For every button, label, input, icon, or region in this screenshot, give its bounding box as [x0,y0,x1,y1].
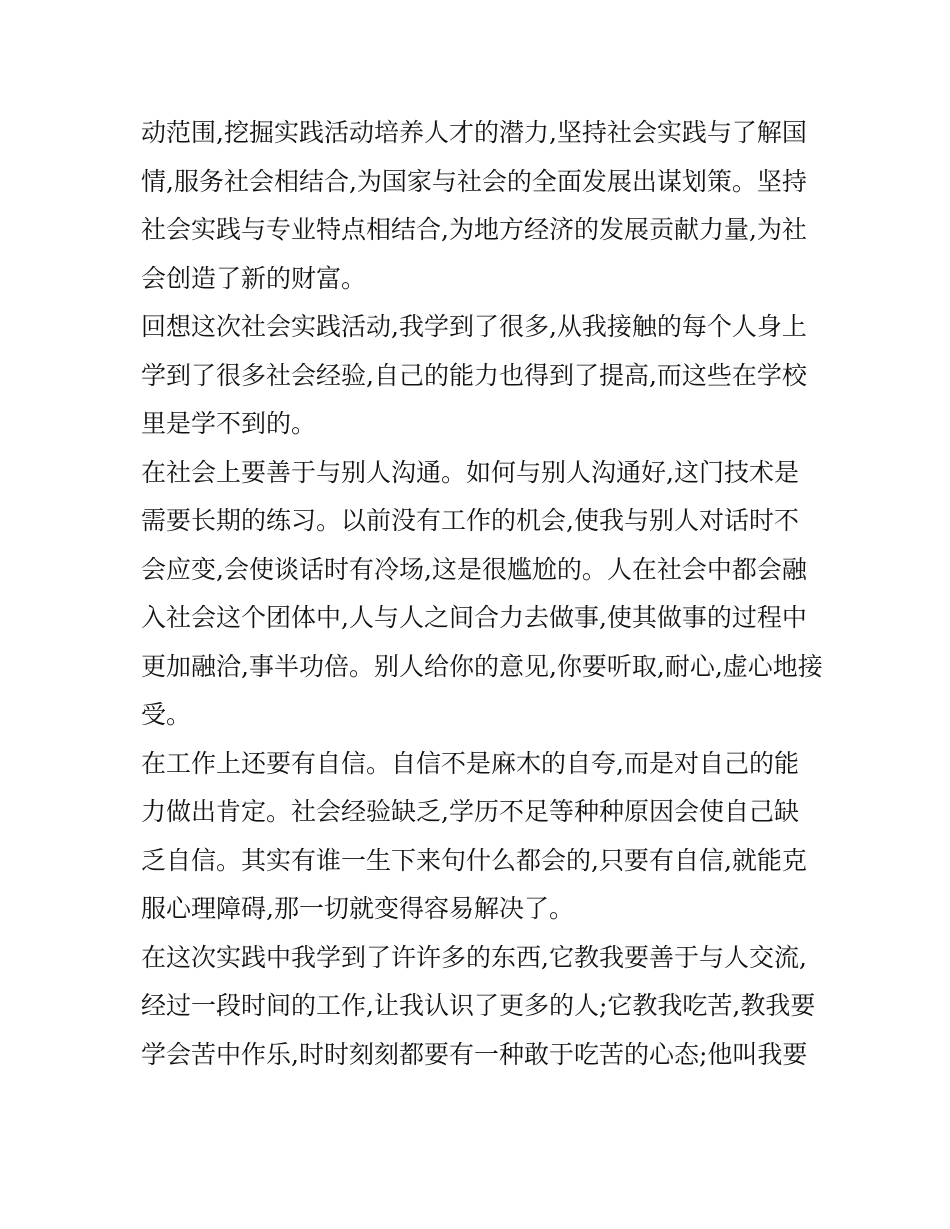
text-line: 里是学不到的。 [141,409,317,438]
text-line: 需要长期的练习。以前没有工作的机会,使我与别人对话时不 [141,506,799,535]
text-line: 会创造了新的财富。 [141,263,367,293]
text-line: 社会实践与专业特点相结合,为地方经济的发展贡献力量,为社 [141,215,807,244]
text-line: 学会苦中作乐,时时刻刻都要有一种敢于吃苦的心态;他叫我要 [141,1039,808,1069]
text-line: 经过一段时间的工作,让我认识了更多的人;它教我吃苦,教我要 [141,991,816,1020]
text-line: 更加融洽,事半功倍。别人给你的意见,你要听取,耐心,虚心地接 [141,651,823,681]
text-line: 在工作上还要有自信。自信不是麻木的自夸,而是对自己的能 [141,748,799,778]
text-line: 力做出肯定。社会经验缺乏,学历不足等种种原因会使自己缺 [141,797,799,826]
text-line: 乏自信。其实有谁一生下来句什么都会的,只要有自信,就能克 [141,845,807,875]
text-line: 情,服务社会相结合,为国家与社会的全面发展出谋划策。坚持 [141,166,807,196]
text-line: 服心理障碍,那一切就变得容易解决了。 [141,894,574,923]
document-body-text [141,109,823,1079]
text-line: 学到了很多社会经验,自己的能力也得到了提高,而这些在学校 [141,360,807,390]
text-line: 在这次实践中我学到了许许多的东西,它教我要善于与人交流, [141,942,807,972]
text-line: 动范围,挖掘实践活动培养人才的潜力,坚持社会实践与了解国 [141,118,807,147]
text-line: 在社会上要善于与别人沟通。如何与别人沟通好,这门技术是 [141,457,799,487]
text-line: 回想这次社会实践活动,我学到了很多,从我接触的每个人身上 [141,312,807,341]
text-line: 会应变,会使谈话时有冷场,这是很尴尬的。人在社会中都会融 [141,554,807,584]
text-line: 受。 [141,700,192,729]
text-line: 入社会这个团体中,人与人之间合力去做事,使其做事的过程中 [141,603,807,632]
